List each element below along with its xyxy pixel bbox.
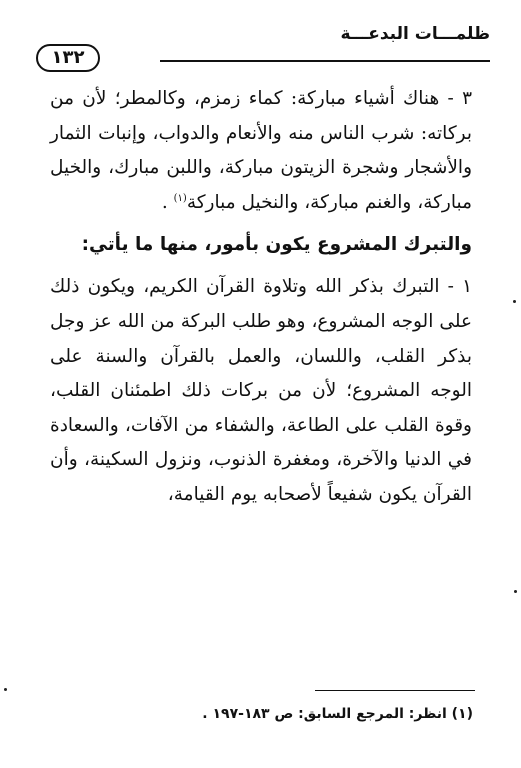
running-header <box>40 12 490 70</box>
footnote-divider <box>315 690 475 691</box>
header-rule <box>160 60 490 62</box>
scan-mark <box>4 688 7 691</box>
paragraph-2: ١ - التبرك بذكر الله وتلاوة القرآن الكريم، ويكون ذلك على الوجه المشروع، وهو طلب البركة من الله عز وجل بذكر القلب، واللسان، والعمل بالقرآن والسنة على الوجه المشروع؛ لأن من بركات ذلك اطمئنان القلب، وقوة القلب على الطاعة، والشفاء من الآفات، والسعادة في الدنيا والآخرة، ومغفرة الذنوب، ونزول السكينة، وأن القرآن يكون شفيعاً لأصحابه يوم القيامة، <box>50 276 472 505</box>
section-subheading: والتبرك المشروع يكون بأمور، منها ما يأتي: <box>81 234 472 256</box>
header-title: ظلمـــات البدعـــة <box>340 24 490 44</box>
page-number: ١٣٢ <box>36 44 100 72</box>
scan-mark <box>513 300 516 303</box>
paragraph-1-text: ٣ - هناك أشياء مباركة: كماء زمزم، وكالمطر؛ لأن من بركاته: شرب الناس منه والأنعام والدواب، وإنبات الثمار والأشجار وشجرة الزيتون مباركة، واللبن مبارك، والخيل مباركة، والغنم مباركة، والنخيل مباركة <box>50 88 472 213</box>
footnote-marker: (١) <box>173 192 187 204</box>
scan-mark <box>514 590 517 593</box>
main-text <box>50 82 472 513</box>
paragraph-1 <box>50 82 472 220</box>
paragraph-1-end: . <box>161 191 168 213</box>
footnote: (١) انظر: المرجع السابق: ص ١٨٣-١٩٧ . <box>202 706 473 722</box>
